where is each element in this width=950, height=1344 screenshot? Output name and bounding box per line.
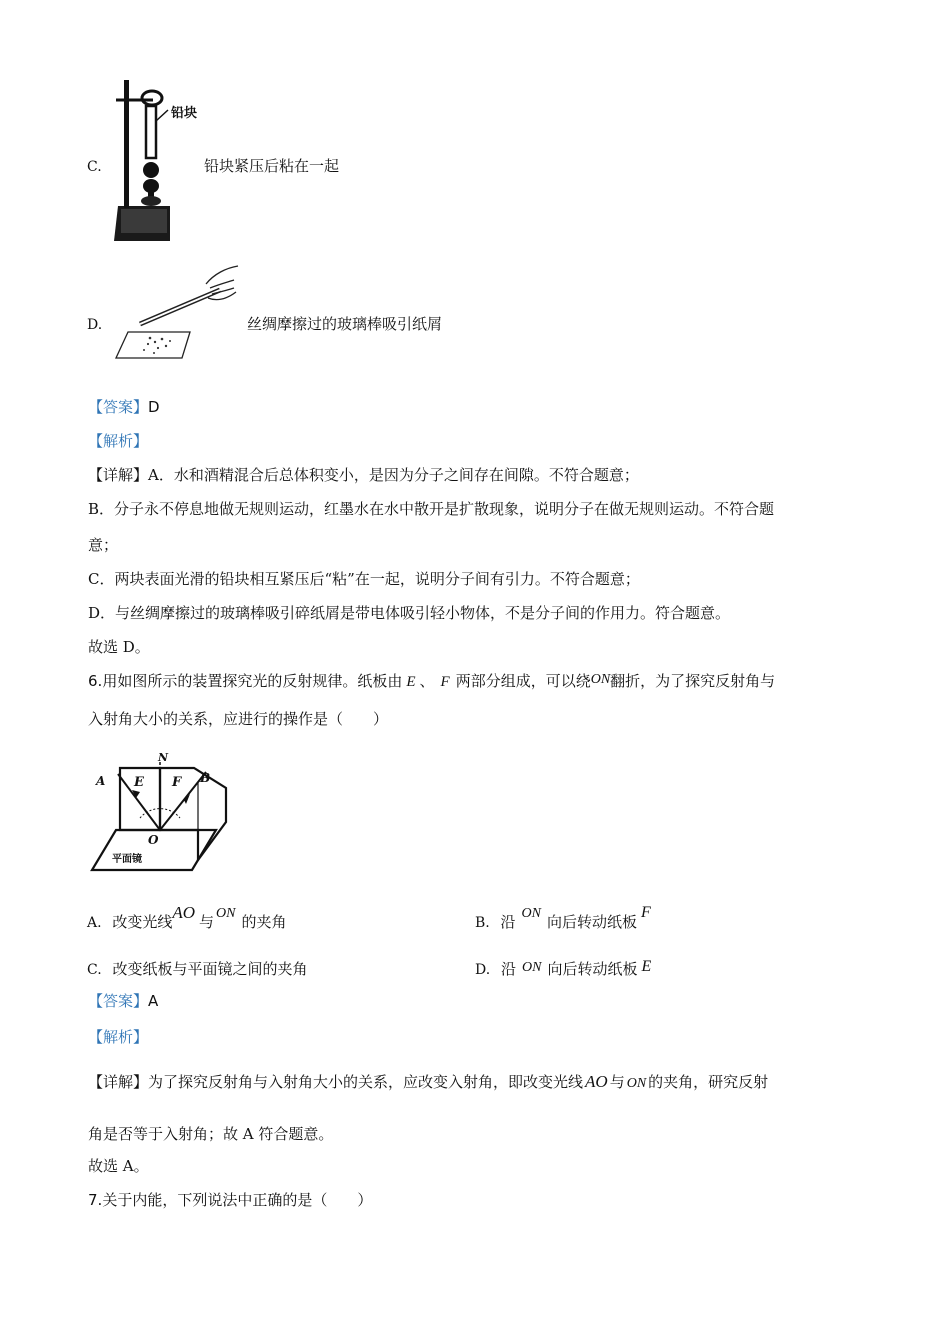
option-letter: C. (87, 962, 102, 978)
answer-value: D (148, 398, 160, 416)
q6-number: 6. (88, 672, 103, 690)
detail-text: 为了探究反射角与入射角大小的关系，应改变入射角，即改变光线 (148, 1073, 584, 1091)
q5-analysis-tag: 【解析】 (88, 432, 149, 450)
light-reflection-figure (88, 752, 234, 876)
sep: 、 (419, 672, 435, 690)
stem-text: 用如图所示的装置探究光的反射规律。纸板由 (102, 672, 403, 690)
option-text-mid: 向后转动纸板 (547, 960, 638, 978)
q6-stem-line-1 (88, 671, 775, 693)
q5-detail-line-1 (88, 465, 639, 485)
option-d-letter: D. (87, 317, 103, 333)
q5-answer (88, 397, 160, 417)
stem-text-2: 两部分组成，可以绕 (455, 672, 591, 690)
var-e: E (641, 958, 652, 975)
answer-value: A (148, 992, 159, 1010)
q6-answer (88, 991, 158, 1011)
label-o: O (148, 833, 159, 847)
label-f: F (172, 775, 182, 790)
q5-detail-line-5: D．与丝绸摩擦过的玻璃棒吸引碎纸屑是带电体吸引轻小物体，不是分子间的作用力。符合题意。 (88, 604, 731, 622)
q6-detail-line-1 (88, 1072, 768, 1094)
detail-text: A．水和酒精混合后总体积变小，是因为分子之间存在间隙。不符合题意； (148, 466, 639, 484)
var-on: ON (521, 906, 541, 921)
var-ao: AO (172, 903, 196, 922)
q5-detail-line-3: 意； (88, 536, 119, 554)
option-c-caption: 铅块紧压后粘在一起 (204, 157, 340, 175)
q6-option-d (475, 959, 651, 981)
q5-detail-line-2: B．分子永不停息地做无规则运动，红墨水在水中散开是扩散现象，说明分子在做无规则运动。不符合题 (88, 500, 775, 518)
var-ao: AO (585, 1072, 608, 1091)
detail-tag: 【详解】 (88, 1073, 149, 1091)
var-on: ON (216, 906, 236, 921)
option-text: 沿 (500, 913, 516, 931)
q6-option-a (87, 903, 287, 934)
var-on: ON (521, 960, 542, 975)
q7-stem (88, 1190, 372, 1210)
answer-tag: 【答案】 (88, 992, 149, 1010)
lead-block-label: 铅块 (171, 106, 198, 121)
option-text-mid: 向后转动纸板 (547, 913, 638, 931)
detail-text-2: 的夹角，研究反射 (648, 1073, 769, 1091)
option-letter: D. (475, 962, 491, 978)
option-letter: A. (87, 915, 102, 931)
q5-detail-line-4: C．两块表面光滑的铅块相互紧压后“粘”在一起，说明分子间有引力。不符合题意； (88, 570, 640, 588)
option-text: 改变光线 (112, 913, 173, 931)
option-letter: B. (475, 915, 490, 931)
option-text: 改变纸板与平面镜之间的夹角 (112, 960, 308, 978)
label-n: N (158, 752, 169, 764)
q6-analysis-tag: 【解析】 (88, 1028, 149, 1046)
stem-text-3: 翻折，为了探究反射角与 (610, 672, 776, 690)
var-f: F (440, 674, 450, 690)
glass-rod-paper-figure (110, 262, 245, 362)
q5-conclusion: 故选 D。 (88, 638, 150, 656)
var-f: F (641, 904, 651, 921)
q6-option-c (87, 959, 307, 980)
label-mirror: 平面镜 (112, 854, 142, 865)
option-c-letter: C. (87, 159, 102, 175)
stem-text: 关于内能，下列说法中正确的是（ ） (102, 1191, 373, 1209)
option-text-post: 的夹角 (241, 913, 287, 931)
option-d-caption: 丝绸摩擦过的玻璃棒吸引纸屑 (247, 315, 443, 333)
label-e: E (134, 775, 144, 790)
answer-tag: 【答案】 (88, 398, 149, 416)
detail-mid: 与 (609, 1073, 625, 1091)
q6-option-b (475, 904, 651, 934)
detail-tag: 【详解】 (88, 466, 149, 484)
var-e: E (406, 674, 416, 690)
q6-detail-line-2: 角是否等于入射角；故 A 符合题意。 (88, 1125, 334, 1143)
option-text: 沿 (500, 960, 516, 978)
option-text-mid: 与 (199, 913, 215, 931)
label-a: A (96, 774, 106, 788)
q6-conclusion: 故选 A。 (88, 1157, 149, 1175)
q6-stem-line-2: 入射角大小的关系，应进行的操作是（ ） (88, 710, 389, 728)
label-b: B (200, 771, 211, 785)
q7-number: 7. (88, 1191, 103, 1209)
var-on: ON (626, 1076, 647, 1091)
var-on: ON (590, 672, 611, 687)
